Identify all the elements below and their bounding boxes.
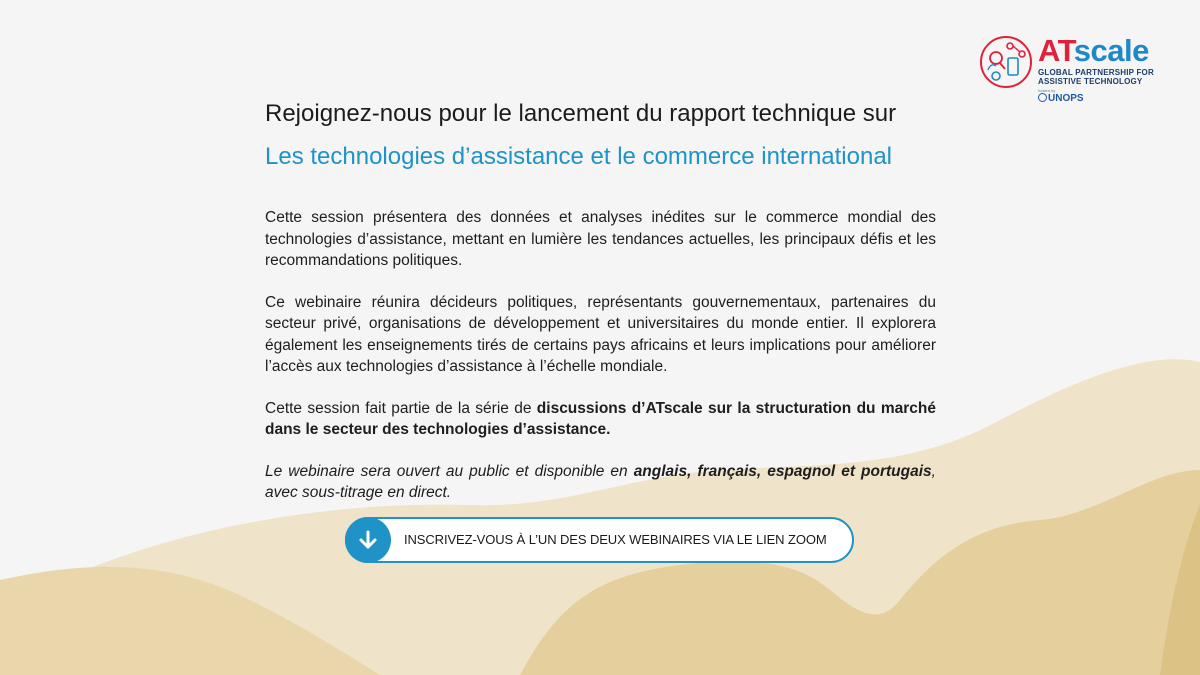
register-zoom-button[interactable] <box>345 517 854 563</box>
atscale-logo <box>978 34 1158 104</box>
unops-label: UNOPS <box>1048 93 1084 104</box>
register-zoom-label: INSCRIVEZ-VOUS À L’UN DES DEUX WEBINAIRES VIA LE LIEN ZOOM <box>404 532 827 547</box>
logo-tagline-line1: GLOBAL PARTNERSHIP FOR <box>1038 68 1154 77</box>
unops-logo <box>1038 93 1084 104</box>
paragraph-languages-suffix: , avec sous-titrage en direct. <box>265 462 936 501</box>
logo-wordmark-at: AT <box>1038 33 1074 68</box>
description <box>265 207 936 524</box>
paragraph-intro: Cette session présentera des données et analyses inédites sur le commerce mondial des technologies d’assistance, mettant en lumière les tendances actuelles, les principaux défis et les recommandations politiques. <box>265 209 936 269</box>
paragraph-series <box>265 398 936 441</box>
report-title: Les technologies d’assistance et le commerce international <box>265 143 893 170</box>
logo-tagline <box>1038 68 1154 86</box>
logo-hosted-by: hosted by <box>1038 88 1056 93</box>
un-emblem-icon <box>1038 93 1047 102</box>
paragraph-series-text: Cette session fait partie de la série de <box>265 399 537 417</box>
paragraph-languages-highlight: anglais, français, espagnol et portugais <box>633 462 932 480</box>
paragraph-languages <box>265 461 936 504</box>
assistive-technology-icon <box>978 34 1034 90</box>
paragraph-languages-text: Le webinaire sera ouvert au public et disponible en <box>265 462 634 480</box>
logo-wordmark-scale: scale <box>1073 33 1149 68</box>
arrow-down-icon <box>345 517 391 563</box>
page-headline: Rejoignez-nous pour le lancement du rapport technique sur <box>265 100 897 127</box>
paragraph-audience: Ce webinaire réunira décideurs politiques, représentants gouvernementaux, partenaires du secteur privé, organisations de développement et universitaires du monde entier. Il explorera également les enseignements tirés de certains pays africains et leurs implications pour améliorer l’accès aux technologies d’assistance à l’échelle mondiale. <box>265 293 936 375</box>
logo-tagline-line2: ASSISTIVE TECHNOLOGY <box>1038 77 1143 86</box>
logo-wordmark <box>1038 34 1149 68</box>
paragraph-series-highlight: discussions d’ATscale sur la structuration du marché dans le secteur des technologies d’assistance. <box>265 399 936 438</box>
